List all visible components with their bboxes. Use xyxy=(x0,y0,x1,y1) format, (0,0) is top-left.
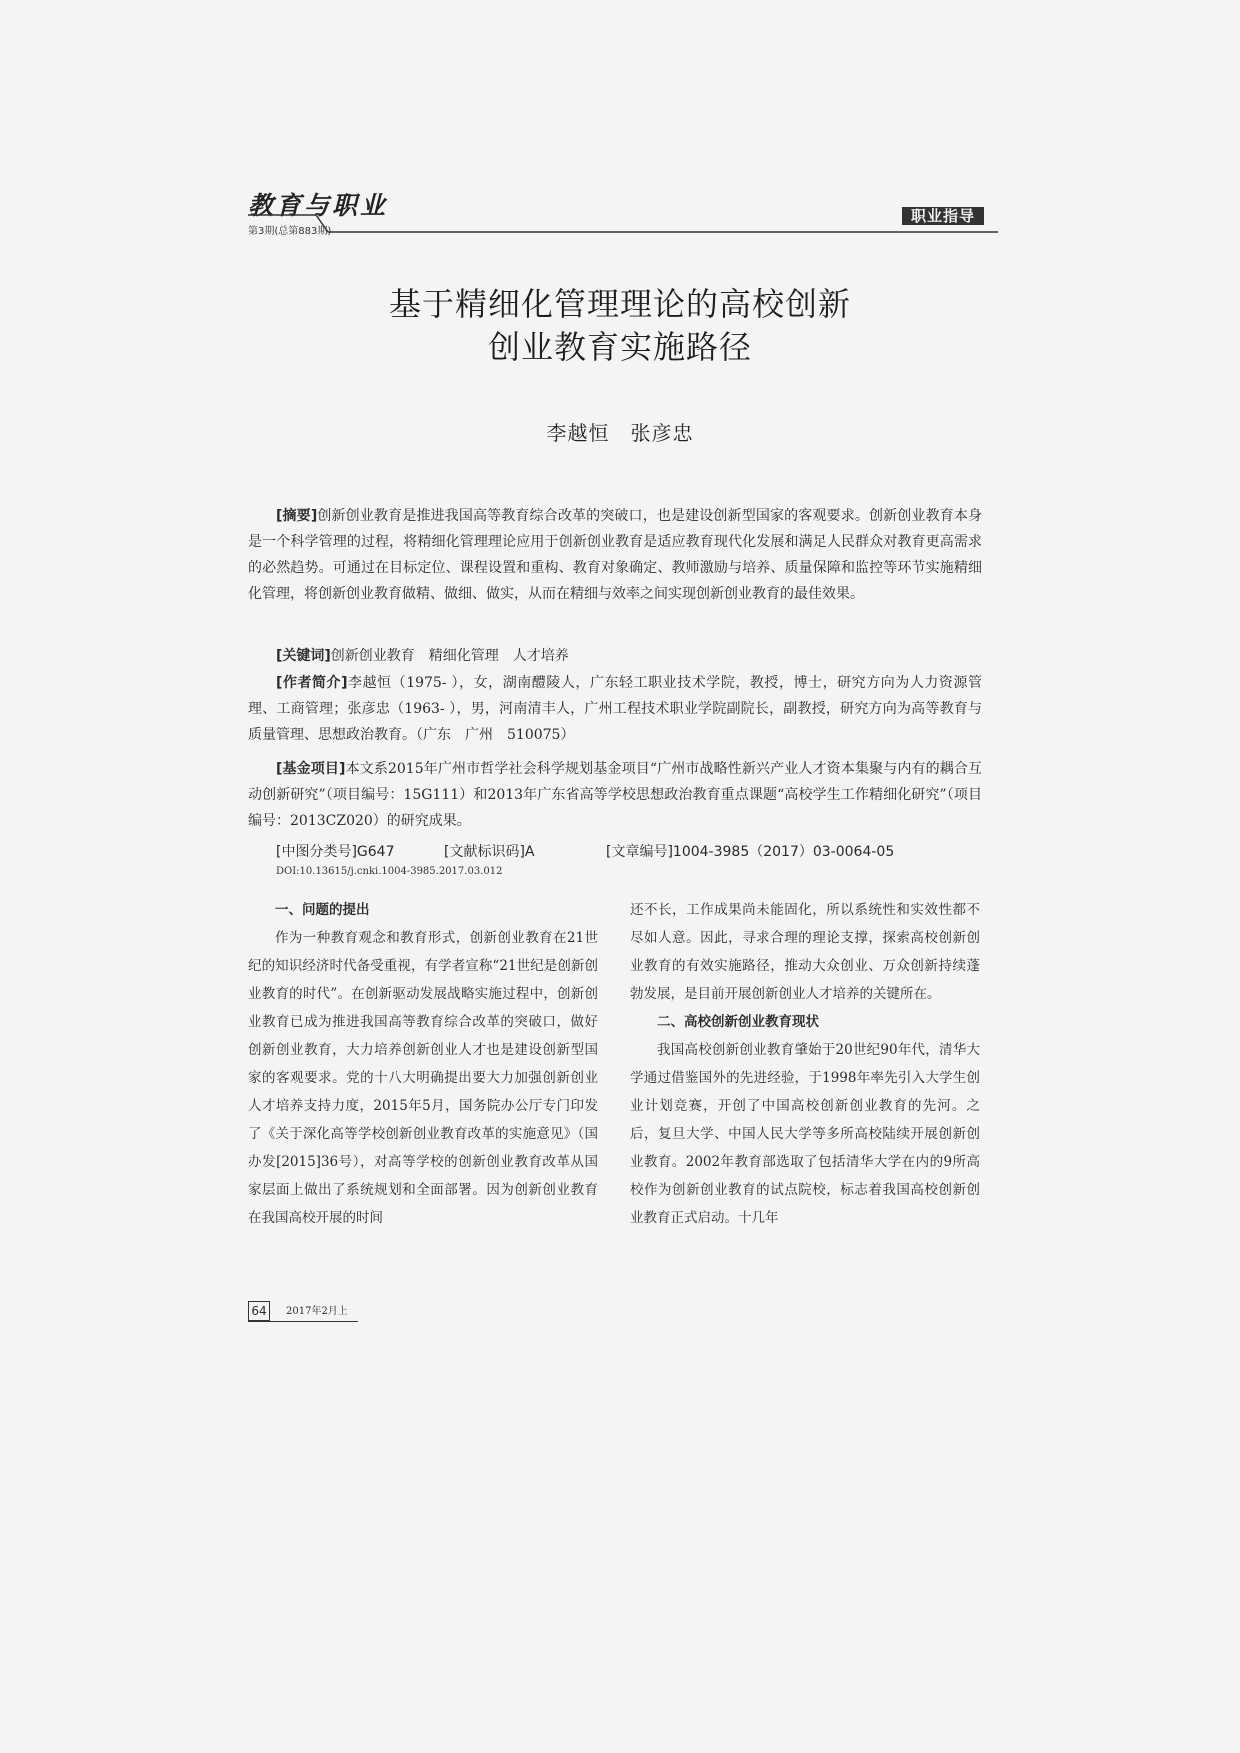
class-number: [中图分类号]G647 xyxy=(276,844,395,860)
keywords xyxy=(248,643,982,669)
article-number: [文章编号]1004-3985（2017）03-0064-05 xyxy=(606,844,895,860)
article-title-line-2: 创业教育实施路径 xyxy=(487,328,752,366)
author-info-text: 李越恒（1975- ），女，湖南醴陵人，广东轻工职业技术学院，教授，博士，研究方向为人力资源管理、工商管理；张彦忠（1963- ），男，河南清丰人，广州工程技术职业学院副院长，副教授，研究方向为高等教育与质量管理、思想政治教育。（广东 广州 510075） xyxy=(248,675,982,743)
fund-text: 本文系2015年广州市哲学社会科学规划基金项目“广州市战略性新兴产业人才资本集聚与内有的耦合互动创新研究”（项目编号：15G111）和2013年广东省高等学校思想政治教育重点课题“高校学生工作精细化研究”（项目编号：2013CZ020）的研究成果。 xyxy=(248,761,982,829)
footer-rule xyxy=(248,1321,358,1322)
journal-logo: 教育与职业 xyxy=(248,191,389,220)
fund-label: [基金项目] xyxy=(276,761,346,777)
header-rule xyxy=(248,214,998,234)
abstract-text: 创新创业教育是推进我国高等教育综合改革的突破口，也是建设创新型国家的客观要求。创新创业教育本身是一个科学管理的过程，将精细化管理理论应用于创新创业教育是适应教育现代化发展和满足人民群众对教育更高需求的必然趋势。可通过在目标定位、课程设置和重构、教育对象确定、教师激励与培养、质量保障和监控等环节实施精细化管理，将创新创业教育做精、做细、做实，从而在精细与效率之间实现创新创业教育的最佳效果。 xyxy=(248,508,983,602)
section-heading-2: 二、高校创新创业教育现状 xyxy=(657,1014,819,1030)
section-heading-1: 一、问题的提出 xyxy=(275,902,370,918)
paragraph: 我国高校创新创业教育肇始于20世纪90年代，清华大学通过借鉴国外的先进经验，于1998年率先引入大学生创业计划竞赛，开创了中国高校创新创业教育的先河。之后，复旦大学、中国人民大学等多所高校陆续开展创新创业教育。2002年教育部选取了包括清华大学在内的9所高校作为创新创业教育的试点院校，标志着我国高校创新创业教育正式启动。十几年 xyxy=(630,1042,980,1226)
issue-info: 第3期(总第883期) xyxy=(248,226,332,237)
abstract xyxy=(248,503,982,607)
page-number: 64 xyxy=(248,1301,270,1321)
paragraph: 作为一种教育观念和教育形式，创新创业教育在21世纪的知识经济时代备受重视，有学者宣称“21世纪是创新创业教育的时代”。在创新驱动发展战略实施过程中，创新创业教育已成为推进我国高等教育综合改革的突破口，做好创新创业教育，大力培养创新创业人才也是建设创新型国家的客观要求。党的十八大明确提出要大力加强创新创业人才培养支持力度，2015年5月，国务院办公厅专门印发了《关于深化高等学校创新创业教育改革的实施意见》（国办发[2015]36号），对高等学校的创新创业教育改革从国家层面上做出了系统规划和全面部署。因为创新创业教育在我国高校开展的时间 xyxy=(248,930,598,1226)
body-column-left xyxy=(248,896,598,1232)
keywords-label: [关键词] xyxy=(276,648,331,664)
keywords-text: 创新创业教育 精细化管理 人才培养 xyxy=(330,648,569,664)
abstract-label: [摘要] xyxy=(276,508,318,524)
article-title-line-1: 基于精细化管理理论的高校创新 xyxy=(388,285,851,323)
paragraph: 还不长，工作成果尚未能固化，所以系统性和实效性都不尽如人意。因此，寻求合理的理论支撑，探索高校创新创业教育的有效实施路径，推动大众创业、万众创新持续蓬勃发展，是目前开展创新创业人才培养的关键所在。 xyxy=(630,902,980,1002)
column-tag: 职业指导 xyxy=(902,207,984,225)
footer-date: 2017年2月上 xyxy=(286,1306,348,1317)
document-code: [文献标识码]A xyxy=(444,844,535,860)
fund-project xyxy=(248,756,982,834)
authors: 李越恒 张彦忠 xyxy=(546,421,694,445)
classification-line xyxy=(276,841,996,865)
author-info-label: [作者简介] xyxy=(276,675,348,691)
body-column-right xyxy=(630,896,980,1232)
author-info xyxy=(248,670,982,748)
doi: DOI:10.13615/j.cnki.1004-3985.2017.03.012 xyxy=(276,866,503,877)
